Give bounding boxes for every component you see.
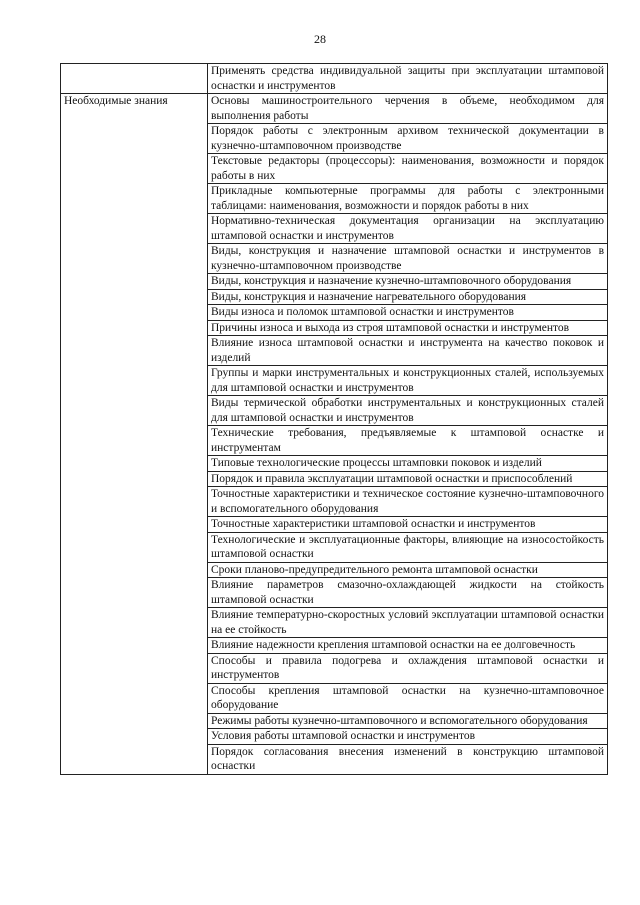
knowledge-item: Виды, конструкция и назначение нагревательного оборудования [208, 289, 608, 305]
knowledge-item: Влияние надежности крепления штамповой оснастки на ее долговечность [208, 638, 608, 654]
empty-label-cell [61, 64, 208, 94]
knowledge-item: Способы и правила подогрева и охлаждения штамповой оснастки и инструментов [208, 653, 608, 683]
knowledge-item: Прикладные компьютерные программы для работы с электронными таблицами: наименования, возможности и порядок работы в них [208, 184, 608, 214]
row-text: Применять средства индивидуальной защиты при эксплуатации штамповой оснастки и инструментов [208, 64, 608, 94]
knowledge-item: Точностные характеристики и техническое состояние кузнечно-штамповочного и вспомогательного оборудования [208, 487, 608, 517]
knowledge-item: Порядок и правила эксплуатации штамповой оснастки и приспособлений [208, 471, 608, 487]
knowledge-item: Влияние параметров смазочно-охлаждающей жидкости на стойкость штамповой оснастки [208, 578, 608, 608]
requirements-table [60, 63, 608, 775]
table-row [61, 94, 608, 124]
knowledge-item: Режимы работы кузнечно-штамповочного и вспомогательного оборудования [208, 713, 608, 729]
knowledge-item: Порядок работы с электронным архивом технической документации в кузнечно-штамповочном производстве [208, 124, 608, 154]
knowledge-item: Способы крепления штамповой оснастки на кузнечно-штамповочное оборудование [208, 683, 608, 713]
knowledge-item: Порядок согласования внесения изменений в конструкцию штамповой оснастки [208, 744, 608, 774]
knowledge-item: Группы и марки инструментальных и конструкционных сталей, используемых для штамповой оснастки и инструментов [208, 366, 608, 396]
knowledge-item: Технологические и эксплуатационные факторы, влияющие на износостойкость штамповой оснастки [208, 532, 608, 562]
knowledge-item: Основы машиностроительного черчения в объеме, необходимом для выполнения работы [208, 94, 608, 124]
knowledge-item: Виды, конструкция и назначение кузнечно-штамповочного оборудования [208, 274, 608, 290]
knowledge-item: Текстовые редакторы (процессоры): наименования, возможности и порядок работы в них [208, 154, 608, 184]
knowledge-item: Влияние износа штамповой оснастки и инструмента на качество поковок и изделий [208, 336, 608, 366]
knowledge-item: Типовые технологические процессы штамповки поковок и изделий [208, 456, 608, 472]
knowledge-item: Сроки планово-предупредительного ремонта штамповой оснастки [208, 562, 608, 578]
knowledge-item: Причины износа и выхода из строя штамповой оснастки и инструментов [208, 320, 608, 336]
knowledge-item: Виды износа и поломок штамповой оснастки и инструментов [208, 305, 608, 321]
page-number: 28 [314, 32, 326, 46]
knowledge-item: Влияние температурно-скоростных условий эксплуатации штамповой оснастки на ее стойкость [208, 608, 608, 638]
knowledge-item: Виды термической обработки инструментальных и конструкционных сталей для штамповой оснастки и инструментов [208, 396, 608, 426]
section-label: Необходимые знания [61, 94, 208, 775]
knowledge-item: Технические требования, предъявляемые к штамповой оснастке и инструментам [208, 426, 608, 456]
knowledge-item: Точностные характеристики штамповой оснастки и инструментов [208, 517, 608, 533]
knowledge-item: Условия работы штамповой оснастки и инструментов [208, 729, 608, 745]
table-row [61, 64, 608, 94]
knowledge-item: Нормативно-техническая документация организации на эксплуатацию штамповой оснастки и инструментов [208, 214, 608, 244]
knowledge-item: Виды, конструкция и назначение штамповой оснастки и инструментов в кузнечно-штамповочном производстве [208, 244, 608, 274]
